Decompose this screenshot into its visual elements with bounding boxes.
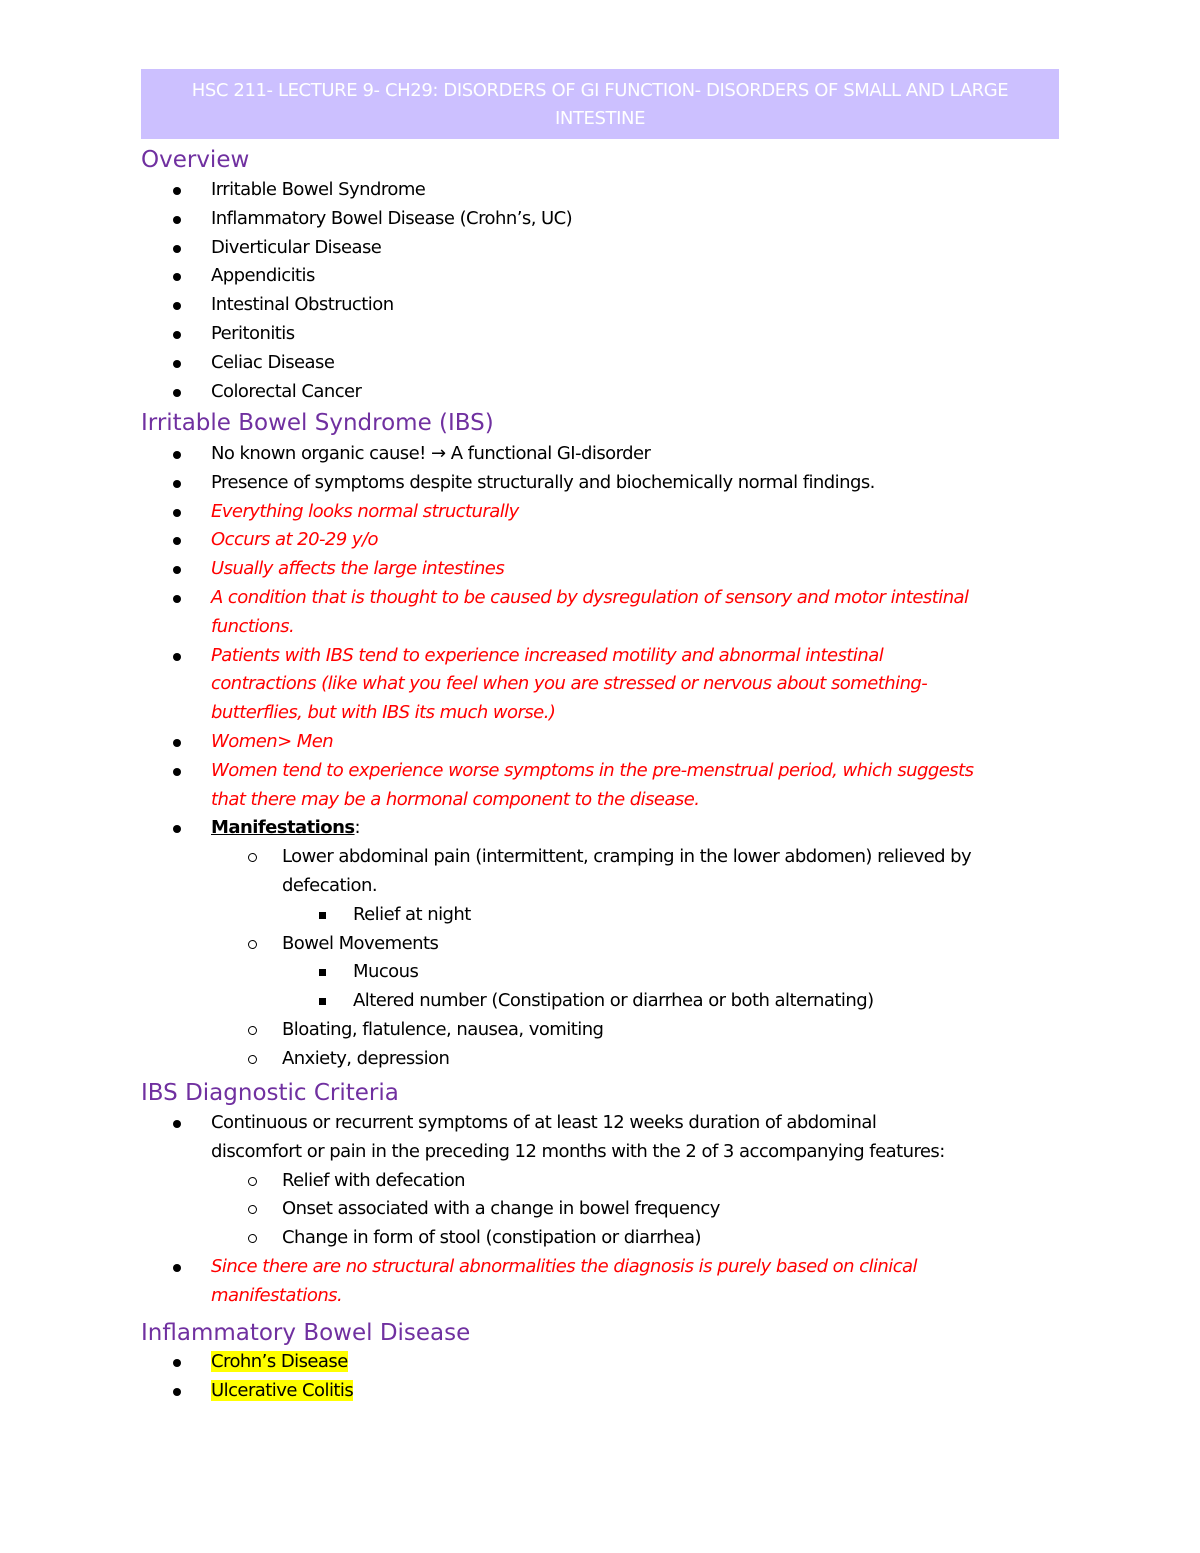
ibs-heading: Irritable Bowel Syndrome (IBS) — [141, 410, 494, 436]
list-item: Occurs at 20-29 y/o — [0, 526, 1071, 555]
list-item: Women> Men — [0, 728, 1071, 757]
manifestations-label: Manifestations — [211, 817, 355, 839]
criteria-list — [0, 1109, 1072, 1311]
list-item: Relief with defecation — [0, 1167, 1072, 1196]
list-item: Everything looks normal structurally — [0, 498, 1071, 527]
list-item: Mucous — [0, 958, 1073, 987]
list-item: Presence of symptoms despite structurally and biochemically normal findings. — [0, 469, 1071, 498]
list-item: Diverticular Disease — [0, 234, 1071, 263]
list-item — [0, 1377, 1071, 1406]
list-item: Peritonitis — [0, 320, 1071, 349]
highlighted-text: Crohn’s Disease — [211, 1351, 348, 1372]
title-line-1: HSC 211- LECTURE 9- CH29: DISORDERS OF GI FUNCTION- DISORDERS OF SMALL AND LARGE — [191, 80, 1009, 101]
list-item: Change in form of stool (constipation or diarrhea) — [0, 1224, 1072, 1253]
arrow-right-icon: → — [431, 443, 446, 464]
list-item: Inflammatory Bowel Disease (Crohn’s, UC) — [0, 205, 1071, 234]
list-item: Relief at night — [0, 901, 1073, 930]
list-item: Appendicitis — [0, 262, 1071, 291]
overview-heading: Overview — [141, 147, 250, 173]
list-item: Colorectal Cancer — [0, 378, 1071, 407]
title-line-2: INTESTINE — [554, 108, 646, 129]
criteria-heading: IBS Diagnostic Criteria — [141, 1080, 399, 1106]
list-item: No known organic cause! → A functional GI-disorder — [0, 440, 1071, 469]
list-item: Intestinal Obstruction — [0, 291, 1071, 320]
list-item: Continuous or recurrent symptoms of at least 12 weeks duration of abdominal discomfort or pain in the preceding 12 months with the 2 of 3 accompanying features: — [0, 1109, 1071, 1167]
list-item: Patients with IBS tend to experience increased motility and abnormal intestinal contractions (like what you feel when you are stressed or nervous about something- butterflies, but with IBS its much worse.) — [0, 642, 1071, 728]
list-item: Bloating, flatulence, nausea, vomiting — [0, 1016, 1072, 1045]
list-item: Lower abdominal pain (intermittent, cramping in the lower abdomen) relieved by defecation. — [0, 843, 1072, 901]
list-item: Irritable Bowel Syndrome — [0, 176, 1071, 205]
list-item: A condition that is thought to be caused by dysregulation of sensory and motor intestinal functions. — [0, 584, 1071, 642]
list-item: Since there are no structural abnormalities the diagnosis is purely based on clinical manifestations. — [0, 1253, 1071, 1311]
list-item: Women tend to experience worse symptoms in the pre-menstrual period, which suggests that there may be a hormonal component to the disease. — [0, 757, 1071, 815]
list-item: Usually affects the large intestines — [0, 555, 1071, 584]
list-item: Manifestations: — [0, 814, 1071, 843]
list-item — [0, 1348, 1071, 1377]
list-item: Altered number (Constipation or diarrhea or both alternating) — [0, 987, 1073, 1016]
title-banner — [141, 69, 1059, 139]
list-item: Bowel Movements — [0, 930, 1072, 959]
ibd-list — [0, 1348, 1071, 1406]
highlighted-text: Ulcerative Colitis — [211, 1379, 354, 1401]
ibd-heading: Inflammatory Bowel Disease — [141, 1320, 471, 1346]
overview-list — [0, 176, 1071, 406]
list-item: Onset associated with a change in bowel frequency — [0, 1195, 1072, 1224]
ibs-list — [0, 440, 1073, 1074]
list-item: Anxiety, depression — [0, 1045, 1072, 1074]
list-item: Celiac Disease — [0, 349, 1071, 378]
